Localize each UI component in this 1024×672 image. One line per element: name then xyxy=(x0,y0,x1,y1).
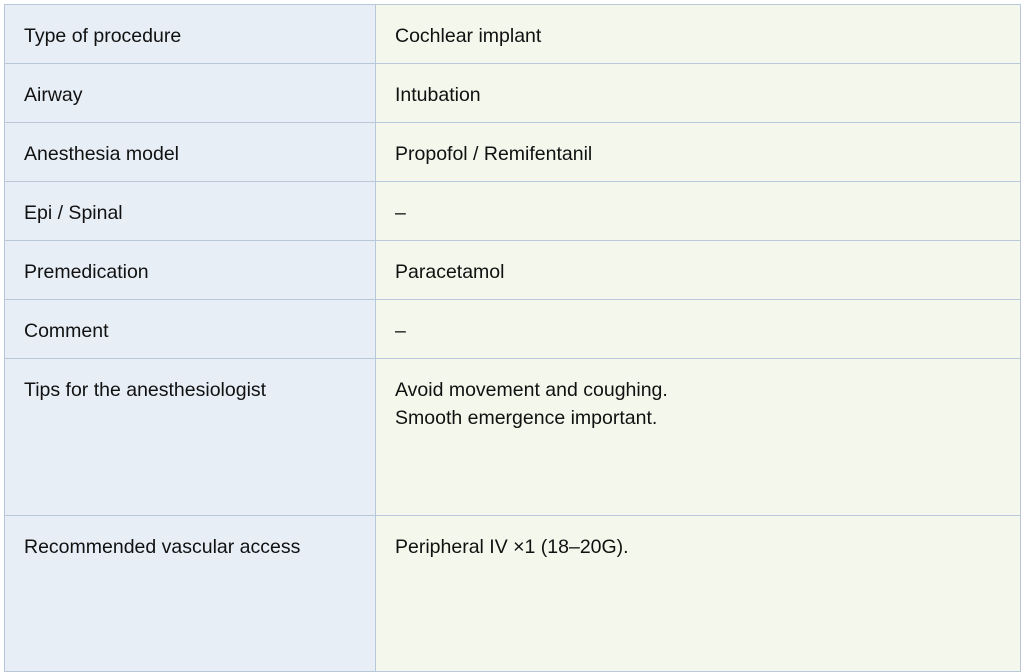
row-label-epi-spinal: Epi / Spinal xyxy=(5,182,376,241)
table-row xyxy=(5,241,1021,300)
value-line: Propofol / Remifentanil xyxy=(395,143,593,165)
row-value-tips xyxy=(376,359,1021,516)
row-label-type-of-procedure: Type of procedure xyxy=(5,5,376,64)
value-line: – xyxy=(395,320,406,342)
table-row xyxy=(5,300,1021,359)
row-label-premedication: Premedication xyxy=(5,241,376,300)
value-line: Avoid movement and coughing. xyxy=(395,379,668,401)
value-line: Intubation xyxy=(395,84,481,106)
row-value-airway xyxy=(376,64,1021,123)
value-line: – xyxy=(395,202,406,224)
row-label-comment: Comment xyxy=(5,300,376,359)
table-row xyxy=(5,359,1021,516)
table-row xyxy=(5,64,1021,123)
value-line: Smooth emergence important. xyxy=(395,407,658,429)
row-value-type-of-procedure xyxy=(376,5,1021,64)
row-label-tips: Tips for the anesthesiologist xyxy=(5,359,376,516)
row-label-anesthesia-model: Anesthesia model xyxy=(5,123,376,182)
value-line: Cochlear implant xyxy=(395,25,542,47)
row-value-vascular-access xyxy=(376,516,1021,672)
table-row xyxy=(5,123,1021,182)
row-value-premedication xyxy=(376,241,1021,300)
row-value-epi-spinal xyxy=(376,182,1021,241)
table-row xyxy=(5,182,1021,241)
row-label-airway: Airway xyxy=(5,64,376,123)
value-line: Peripheral IV ×1 (18–20G). xyxy=(395,536,629,558)
row-value-comment xyxy=(376,300,1021,359)
table-row xyxy=(5,5,1021,64)
table-row xyxy=(5,516,1021,672)
procedure-info-table xyxy=(4,4,1021,672)
value-line: Paracetamol xyxy=(395,261,505,283)
row-label-vascular-access: Recommended vascular access xyxy=(5,516,376,672)
row-value-anesthesia-model xyxy=(376,123,1021,182)
